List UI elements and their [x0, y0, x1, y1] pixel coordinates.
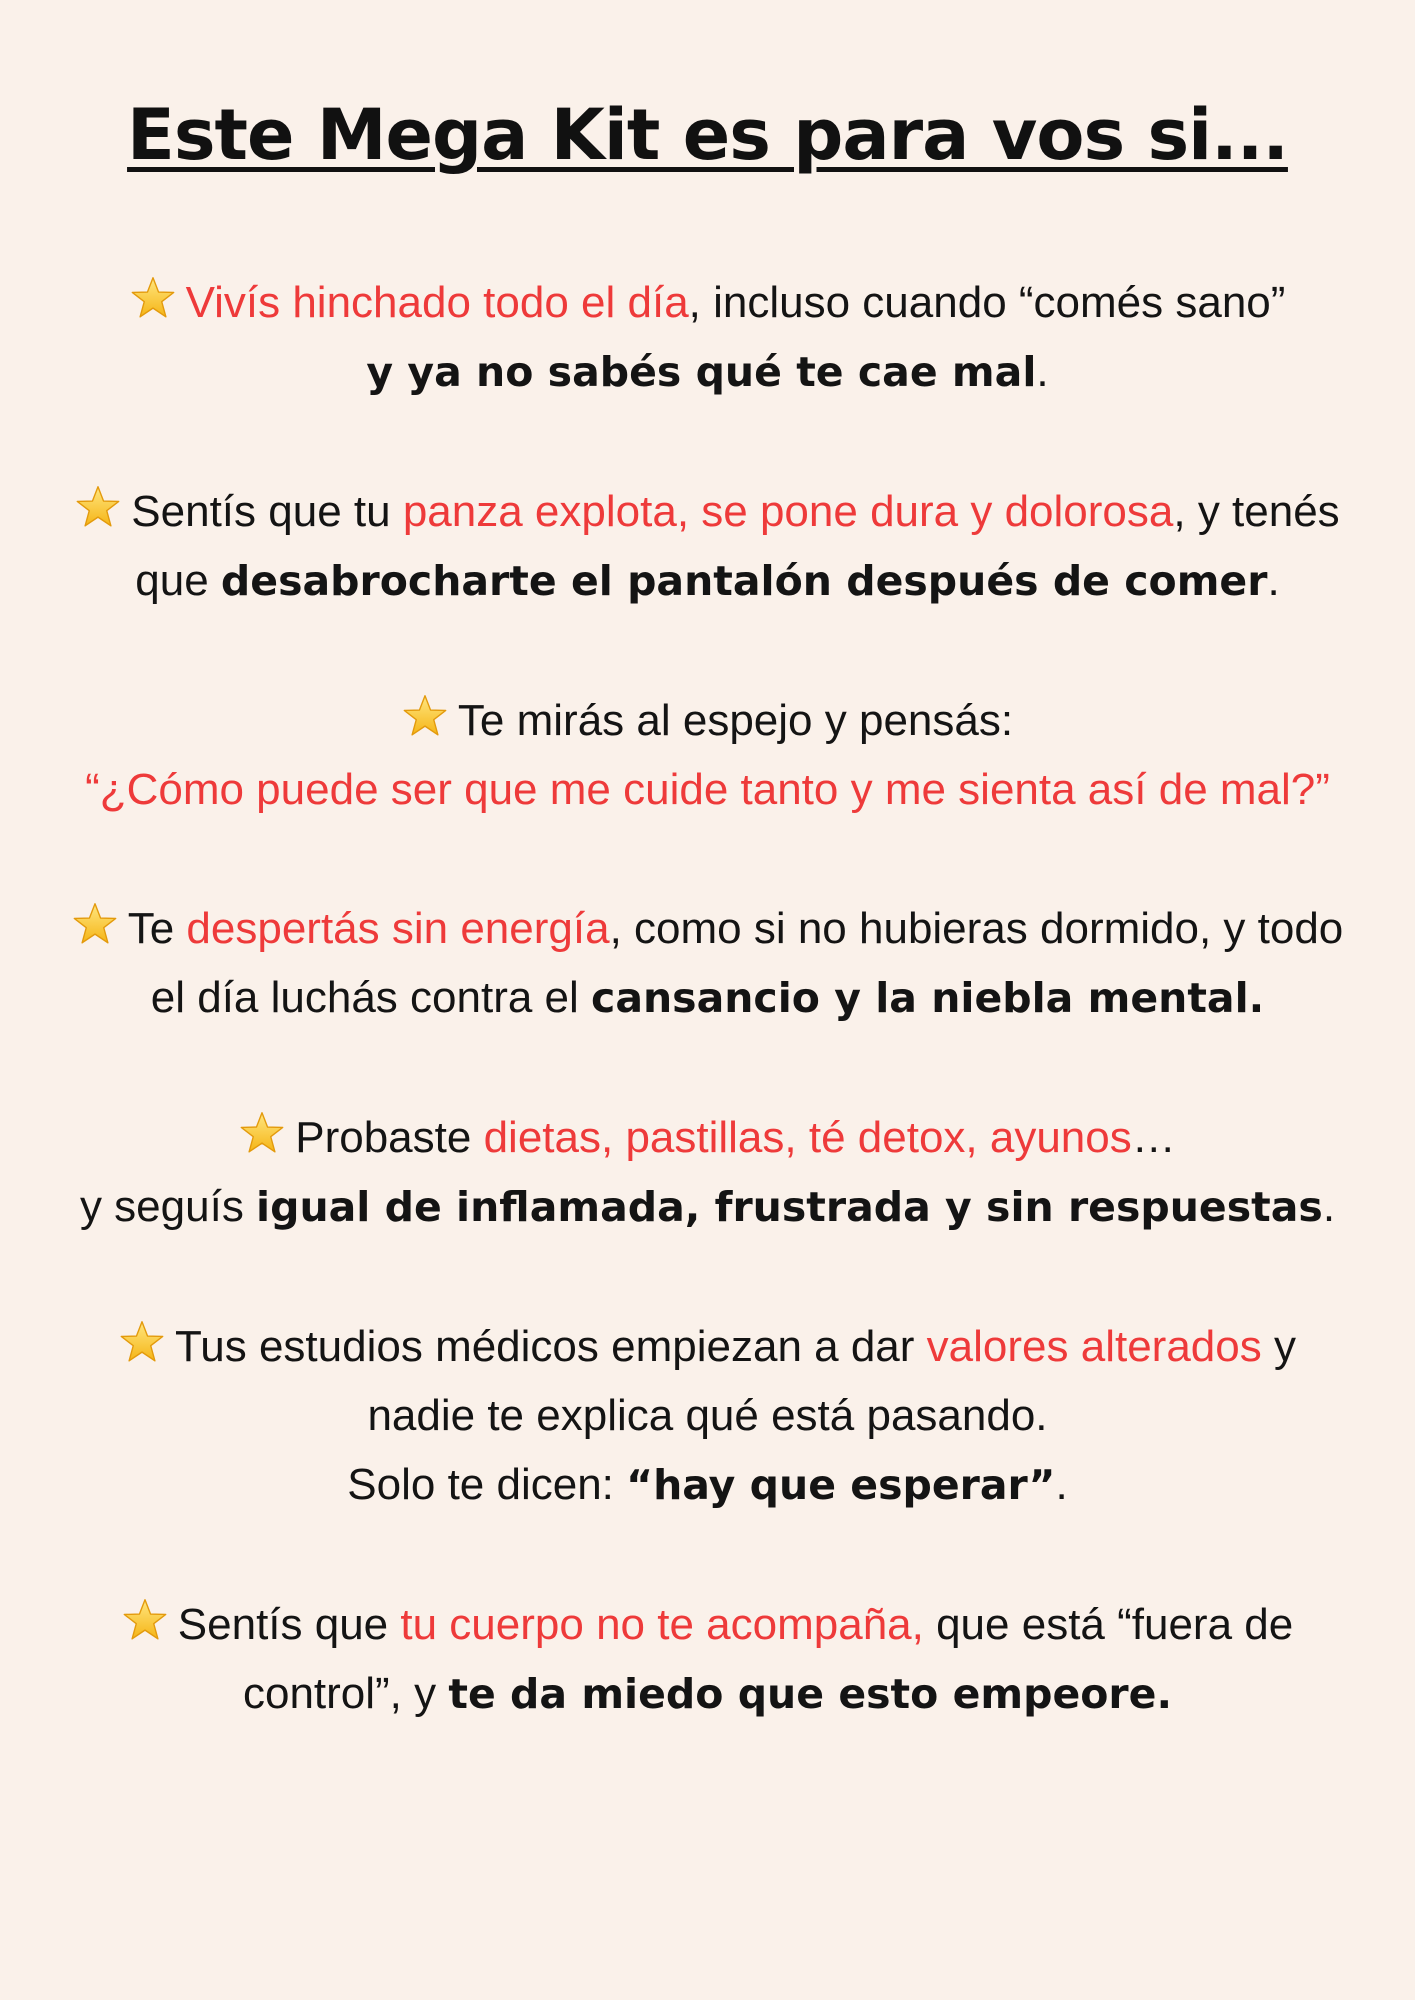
star-icon	[239, 1110, 285, 1156]
body-text: .	[1322, 1182, 1336, 1231]
list-item	[60, 268, 1355, 407]
body-text: Te	[127, 904, 187, 953]
emphasis-text: “hay que esperar”	[626, 1461, 1056, 1509]
highlight-text: dietas, pastillas, té detox, ayunos	[483, 1113, 1132, 1162]
body-text: Te mirás al espejo y pensás:	[457, 696, 1014, 745]
emphasis-text: te da miedo que esto empeore.	[448, 1670, 1173, 1718]
list-item	[60, 686, 1355, 824]
star-icon	[119, 1319, 165, 1365]
body-text: Sentís que	[177, 1600, 401, 1649]
body-text: Solo te dicen:	[347, 1460, 627, 1509]
star-icon	[75, 484, 121, 530]
page-title: Este Mega Kit es para vos si...	[127, 94, 1288, 176]
highlight-text: Vivís hinchado todo el día	[185, 278, 689, 327]
highlight-text: valores alterados	[926, 1322, 1262, 1371]
body-text: , como si no hubieras dormido, y todo el día luchás contra el	[150, 904, 1344, 1022]
highlight-text: panza explota, se pone dura y dolorosa	[402, 487, 1174, 536]
benefit-list	[60, 268, 1355, 1729]
star-icon	[402, 693, 448, 739]
highlight-text: tu cuerpo no te acompaña,	[400, 1600, 924, 1649]
emphasis-text: desabrocharte el pantalón después de comer	[220, 557, 1268, 605]
star-icon	[122, 1597, 168, 1643]
emphasis-text: cansancio y la niebla mental.	[591, 974, 1265, 1022]
star-icon	[130, 275, 176, 321]
emphasis-text: igual de inflamada, frustrada y sin respuestas	[256, 1183, 1323, 1231]
body-text: Tus estudios médicos empiezan a dar	[175, 1322, 927, 1371]
list-item	[60, 477, 1355, 616]
body-text: , incluso cuando “comés sano”	[688, 278, 1286, 327]
body-text: , y tenés que	[135, 487, 1340, 605]
body-text: .	[1055, 1460, 1068, 1509]
body-text: y seguís	[79, 1182, 257, 1231]
body-text: y nadie te explica qué está pasando.	[367, 1322, 1296, 1440]
body-text: que está “fuera de control”, y	[242, 1600, 1294, 1718]
highlight-text: despertás sin energía	[186, 904, 610, 953]
list-item	[60, 1590, 1355, 1729]
star-icon	[72, 901, 118, 947]
body-text: .	[1036, 347, 1049, 396]
body-text: .	[1267, 556, 1280, 605]
list-item	[60, 1312, 1355, 1520]
list-item	[60, 894, 1355, 1033]
body-text: Sentís que tu	[131, 487, 403, 536]
list-item	[60, 1103, 1355, 1242]
emphasis-text: y ya no sabés qué te cae mal	[366, 348, 1037, 396]
body-text: Probaste	[295, 1113, 484, 1162]
highlight-text: “¿Cómo puede ser que me cuide tanto y me sienta así de mal?”	[85, 765, 1330, 814]
body-text: …	[1131, 1113, 1176, 1162]
